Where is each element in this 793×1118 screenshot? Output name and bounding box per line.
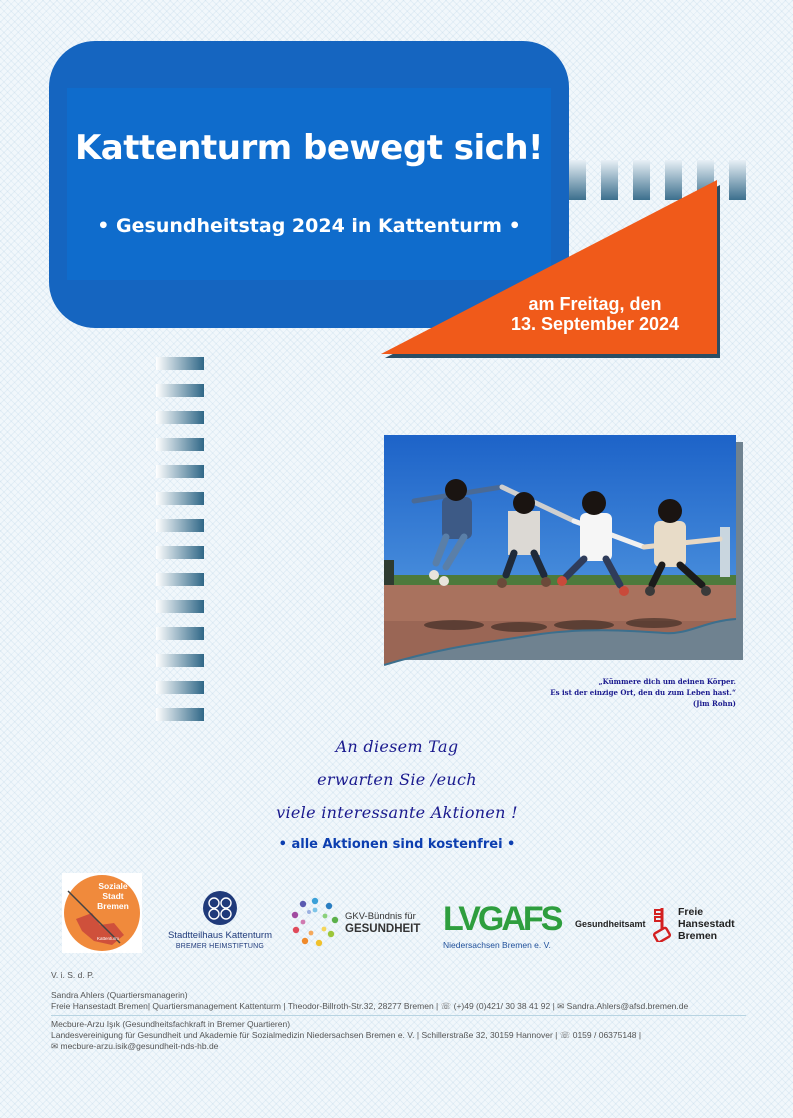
lvg-afs-mark: LVGAFS — [443, 900, 561, 938]
gkv-logo — [289, 896, 429, 950]
visdp-label: V. i. S. d. P. — [51, 970, 95, 980]
stadtteilhaus-logo — [160, 890, 280, 956]
body-line-1: An diesem Tag — [335, 737, 459, 756]
gkv-line-2: GESUNDHEIT — [345, 923, 421, 935]
body-line-3: viele interessante Aktionen ! — [276, 803, 518, 822]
person-2-name: Mecbure-Arzu Işık (Gesundheitsfachkraft in Bremer Quartieren) — [51, 1019, 291, 1029]
bremen-line-2: Hansestadt — [678, 918, 735, 930]
bremen-line-3: Bremen — [678, 930, 718, 942]
gkv-dotted-ring-icon — [289, 896, 341, 948]
bremen-line-1: Freie — [678, 906, 704, 918]
person-1-details: Freie Hansestadt Bremen| Quartiersmanagement Kattenturm | Theodor-Billroth-Str.32, 28277 Bremen | ☏ (+)49 (0)421/ 30 38 41 92 | ✉ Sandra.Ahlers@afsd.bremen.de — [51, 1001, 689, 1011]
bremen-key-icon — [652, 906, 674, 942]
quote-author: (Jim Rohn) — [692, 699, 736, 708]
free-notice: • alle Aktionen sind kostenfrei • — [278, 837, 516, 852]
lvg-afs-sub: Niedersachsen Bremen e. V. — [443, 940, 551, 950]
freie-hansestadt-bremen-logo — [652, 906, 747, 946]
kattenturm-small-text: Kattenturm — [96, 936, 119, 941]
gesundheitsamt-label: Gesundheitsamt — [575, 919, 646, 929]
person-1-name: Sandra Ahlers (Quartiersmanagerin) — [51, 990, 188, 1000]
quote-line-1: „Kümmere dich um deinen Körper. — [598, 677, 736, 686]
soziale-stadt-logo — [62, 873, 142, 953]
stadtteilhaus-name: Stadtteilhaus Kattenturm — [167, 930, 273, 941]
body-line-2: erwarten Sie /euch — [317, 770, 477, 789]
page-subtitle: • Gesundheitstag 2024 in Kattenturm • — [97, 215, 521, 237]
date-line-2: 13. September 2024 — [510, 314, 680, 334]
person-2-email: ✉ mecbure-arzu.isik@gesundheit-nds-hb.de — [51, 1041, 219, 1051]
person-2-details: Landesvereinigung für Gesundheit und Akademie für Sozialmedizin Niedersachsen Bremen e. V. | Schillerstraße 32, 30159 Hannover | ☏ 0159 / 06375148 | — [51, 1030, 642, 1040]
soziale-text: Soziale — [98, 881, 128, 891]
lvg-afs-logo — [443, 900, 561, 953]
stadtteilhaus-sub: BREMER HEIMSTIFTUNG — [175, 943, 265, 950]
decorative-stripes-left — [156, 357, 204, 723]
date-line-1: am Freitag, den — [528, 294, 662, 314]
page-title: Kattenturm bewegt sich! — [74, 128, 544, 168]
stadt-text: Stadt — [102, 891, 124, 901]
bremen-text: Bremen — [97, 901, 129, 911]
gkv-line-1: GKV-Bündnis für — [345, 911, 416, 922]
jumping-children-photo — [384, 435, 736, 667]
stadtteilhaus-emblem — [202, 890, 238, 926]
event-date — [460, 294, 730, 334]
quote-line-2: Es ist der einzige Ort, den du zum Leben hast.“ — [550, 688, 736, 697]
quote-block — [400, 676, 736, 709]
footer-divider — [51, 1015, 746, 1016]
